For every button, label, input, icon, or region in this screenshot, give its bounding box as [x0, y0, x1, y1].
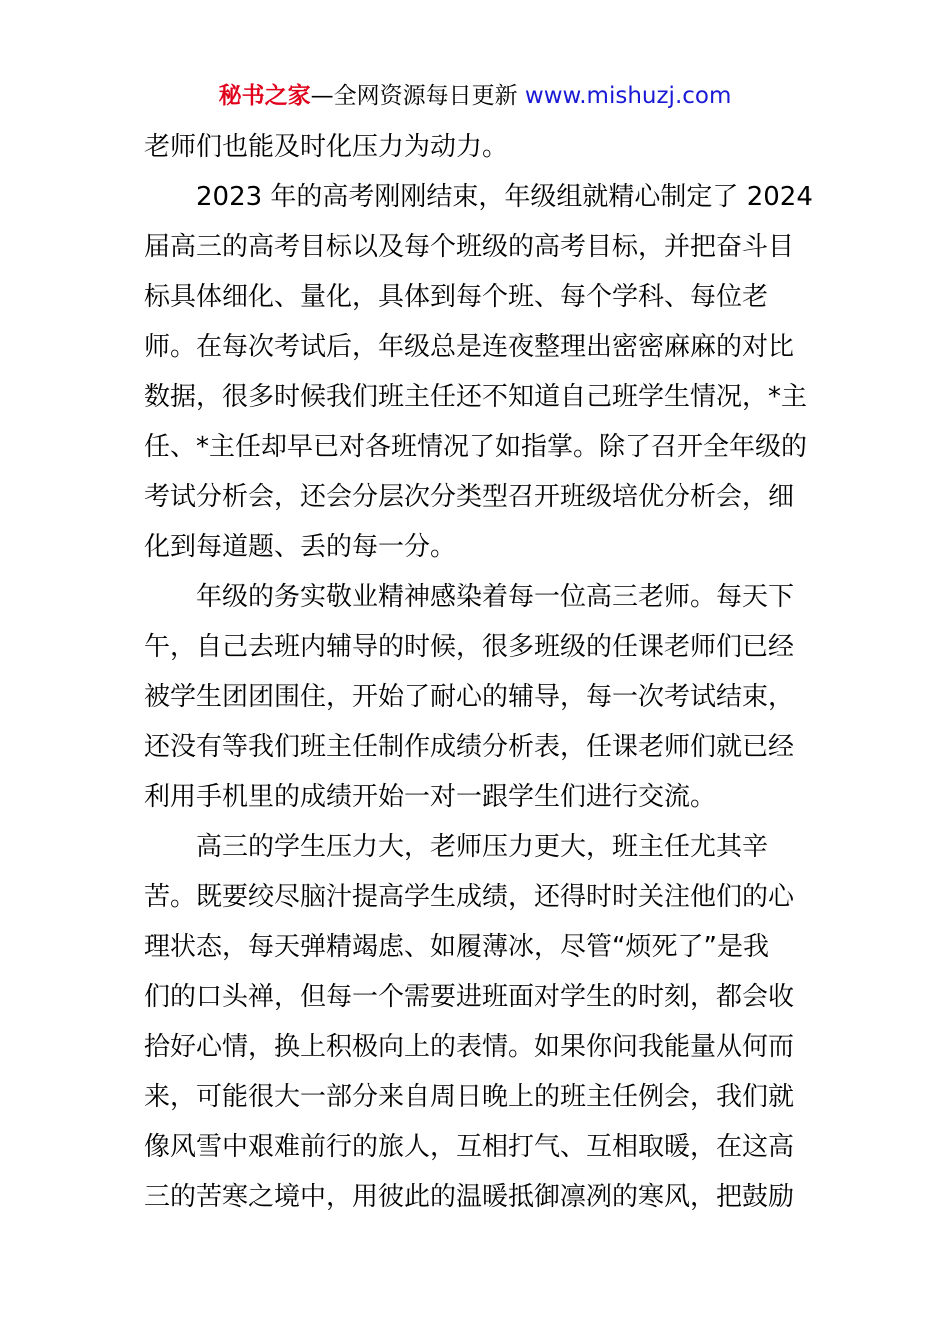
text-line: 老师们也能及时化压力为动力。 [144, 132, 509, 162]
text-line: 届高三的高考目标以及每个班级的高考目标，并把奋斗目 [144, 232, 795, 262]
text-line: 考试分析会，还会分层次分类型召开班级培优分析会，细 [144, 482, 795, 512]
text-line: 午，自己去班内辅导的时候，很多班级的任课老师们已经 [144, 632, 795, 662]
text-line: 标具体细化、量化，具体到每个班、每个学科、每位老 [144, 282, 769, 312]
text-line: 们的口头禅，但每一个需要进班面对学生的时刻，都会收 [144, 982, 795, 1012]
text-line: 被学生团团围住，开始了耐心的辅导，每一次考试结束， [144, 682, 795, 712]
paragraph-start-line: 2023 年的高考刚刚结束，年级组就精心制定了 2024 [196, 182, 813, 212]
document-body [144, 122, 813, 1222]
text-line: 理状态，每天弹精竭虑、如履薄冰，尽管“烦死了”是我 [144, 932, 769, 962]
text-line: 苦。既要绞尽脑汁提高学生成绩，还得时时关注他们的心 [144, 882, 795, 912]
text-line: 三的苦寒之境中，用彼此的温暖抵御凛冽的寒风，把鼓励 [144, 1182, 795, 1212]
page-header [0, 80, 950, 112]
text-line: 拾好心情，换上积极向上的表情。如果你问我能量从何而 [144, 1032, 795, 1062]
text-line: 像风雪中艰难前行的旅人，互相打气、互相取暖，在这高 [144, 1132, 795, 1162]
paragraph-start-line: 年级的务实敬业精神感染着每一位高三老师。每天下 [196, 582, 795, 612]
site-brand: 秘书之家 [218, 83, 311, 109]
text-line: 利用手机里的成绩开始一对一跟学生们进行交流。 [144, 782, 717, 812]
site-tagline: —全网资源每日更新 [310, 83, 525, 109]
text-line: 化到每道题、丢的每一分。 [144, 532, 457, 562]
text-line: 师。在每次考试后，年级总是连夜整理出密密麻麻的对比 [144, 332, 795, 362]
site-url[interactable]: www.mishuzj.com [524, 83, 732, 109]
paragraph-start-line: 高三的学生压力大，老师压力更大，班主任尤其辛 [196, 832, 769, 862]
text-line: 任、*主任却早已对各班情况了如指掌。除了召开全年级的 [144, 432, 808, 462]
text-line: 数据，很多时候我们班主任还不知道自己班学生情况，*主 [144, 382, 808, 412]
text-line: 还没有等我们班主任制作成绩分析表，任课老师们就已经 [144, 732, 795, 762]
text-line: 来，可能很大一部分来自周日晚上的班主任例会，我们就 [144, 1082, 795, 1112]
